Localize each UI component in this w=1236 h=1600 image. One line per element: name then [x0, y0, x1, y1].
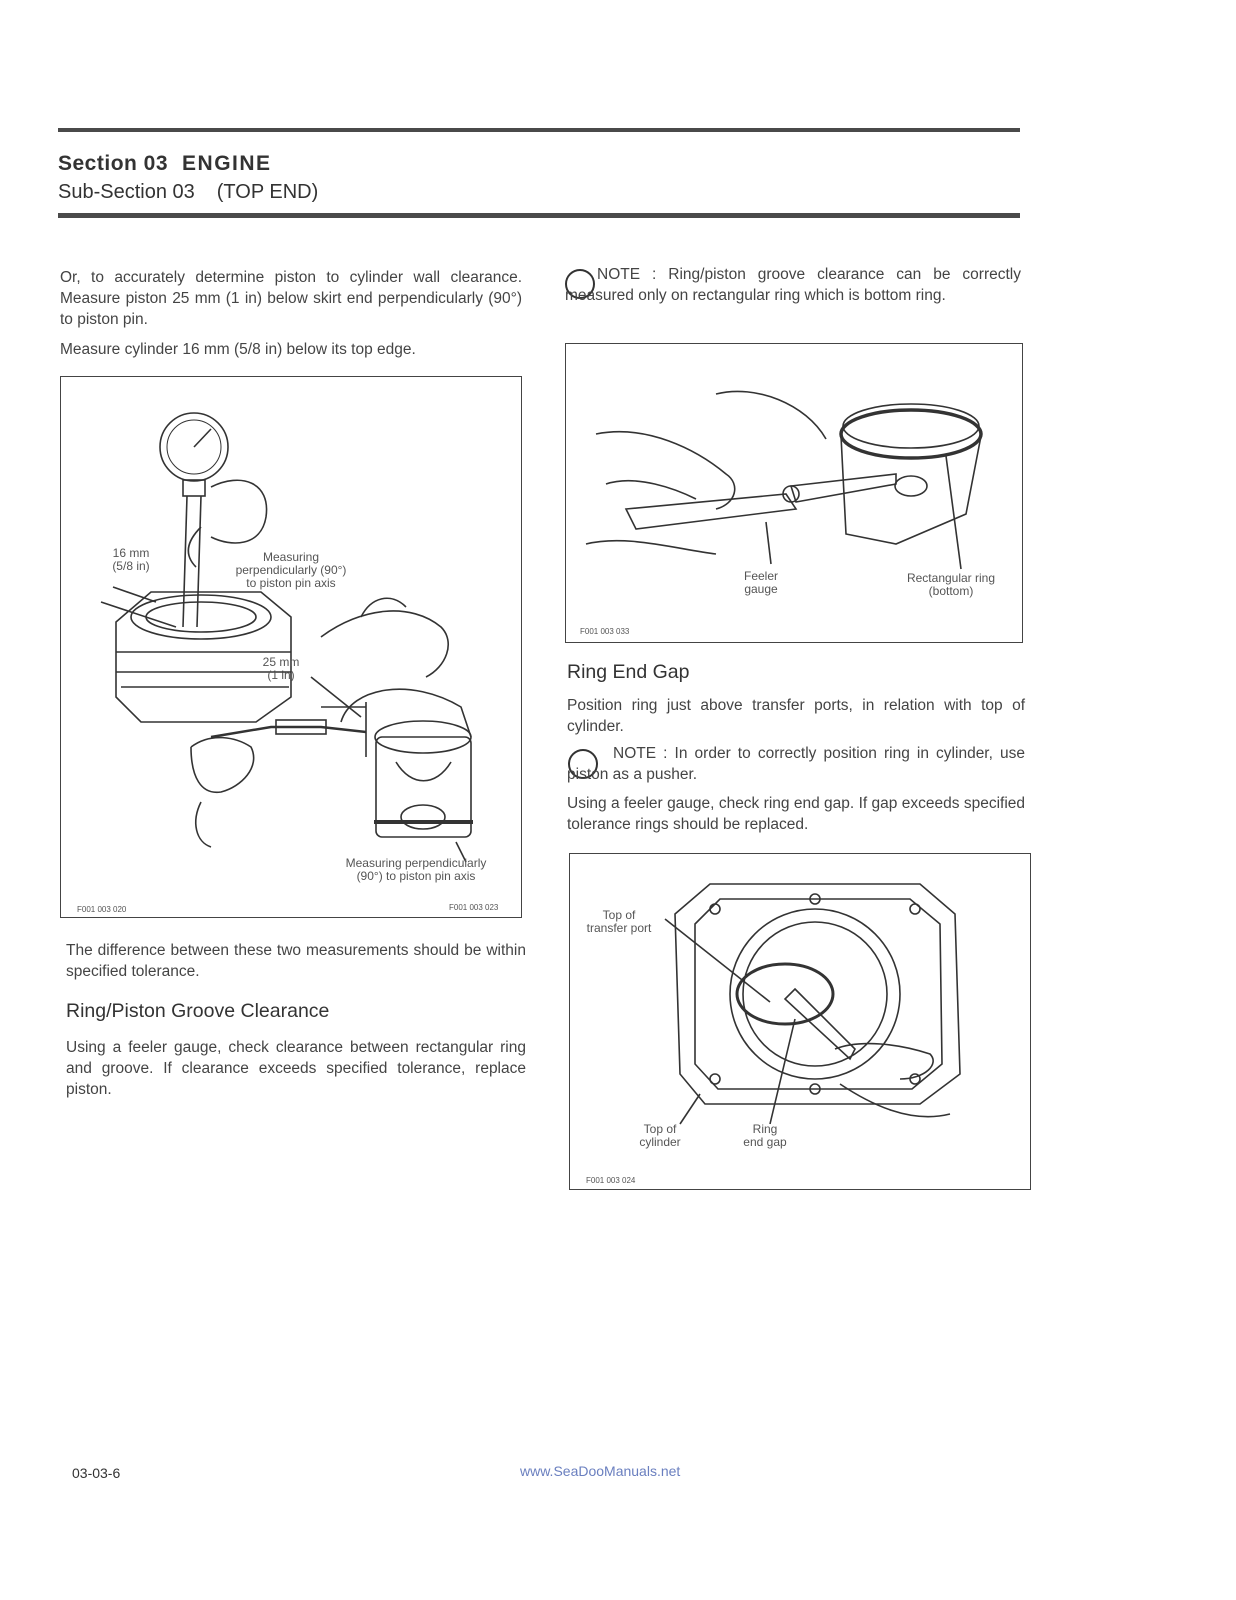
heading-ring-end-gap: Ring End Gap	[567, 661, 690, 683]
figure-piston-cylinder-measurement	[60, 376, 522, 918]
note-2: NOTE : In order to correctly position ring in cylinder, use piston as a pusher.	[567, 745, 1025, 783]
left-para-3: The difference between these two measurements should be within specified tolerance.	[66, 942, 526, 980]
figure1-code: F001 003 033	[580, 627, 630, 636]
label-ring-1: Ring	[752, 1122, 778, 1136]
label-top-transfer-1: Top of	[602, 908, 636, 922]
subsection-number: Sub-Section 03	[58, 181, 195, 203]
figure-code-left: F001 003 020	[77, 905, 127, 914]
label-measuring-2: perpendicularly (90°)	[235, 563, 347, 577]
figure-code-right: F001 003 023	[449, 903, 499, 912]
left-para-1: Or, to accurately determine piston to cylinder wall clearance. Measure piston 25 mm (1 in) below skirt end perpendicularly (90°) to piston pin.	[60, 269, 522, 328]
label-feeler-2: gauge	[744, 582, 778, 596]
left-para-4: Using a feeler gauge, check clearance between rectangular ring and groove. If clearance exceeds specified tolerance, replace piston.	[66, 1039, 526, 1098]
label-25mm: 25 mm	[262, 655, 300, 669]
figure-groove-clearance	[565, 343, 1023, 643]
label-top-transfer-2: transfer port	[586, 921, 652, 935]
feeler-gauge-blade	[626, 494, 796, 529]
label-top-cyl-2: cylinder	[639, 1135, 681, 1149]
footer-url-link[interactable]: www.SeaDooManuals.net	[520, 1463, 681, 1479]
label-ring-2: end gap	[743, 1135, 787, 1149]
left-para-2: Measure cylinder 16 mm (5/8 in) below its top edge.	[60, 341, 416, 358]
note-1: NOTE : Ring/piston groove clearance can be correctly measured only on rectangular ring which is bottom ring.	[565, 266, 1021, 304]
label-feeler-1: Feeler	[743, 569, 778, 583]
figure-ring-end-gap	[569, 853, 1031, 1190]
subsection-title	[58, 181, 318, 204]
cylinder-flange	[675, 884, 960, 1104]
label-25mm-in: (1 in)	[267, 668, 295, 682]
right-para-1: Position ring just above transfer ports, in relation with top of cylinder.	[567, 697, 1025, 735]
label-measuring-1: Measuring	[262, 550, 320, 564]
rectangular-ring	[841, 410, 981, 458]
label-rect-ring-2: (bottom)	[928, 584, 974, 598]
label-16mm-in: (5/8 in)	[112, 559, 150, 573]
header-rule-bottom	[58, 213, 1020, 218]
label-16mm: 16 mm	[112, 546, 150, 560]
piston-ring	[737, 964, 833, 1024]
heading-ring-piston-groove: Ring/Piston Groove Clearance	[66, 1000, 330, 1022]
header-rule-top	[58, 128, 1020, 132]
section-number: Section 03	[58, 152, 169, 175]
subsection-name: (TOP END)	[216, 181, 319, 203]
piston-cylinder-illustration	[61, 377, 521, 917]
page-number: 03-03-6	[72, 1465, 121, 1481]
right-para-2: Using a feeler gauge, check ring end gap. If gap exceeds specified tolerance rings should be replaced.	[567, 795, 1025, 833]
label-perp-2: (90°) to piston pin axis	[356, 869, 476, 883]
label-measuring-3: to piston pin axis	[246, 576, 336, 590]
label-perp-1: Measuring perpendicularly	[345, 856, 487, 870]
figure2-code: F001 003 024	[586, 1176, 636, 1185]
label-top-cyl-1: Top of	[643, 1122, 677, 1136]
section-name: ENGINE	[182, 152, 272, 175]
label-rect-ring-1: Rectangular ring	[906, 571, 996, 585]
section-title	[58, 152, 272, 176]
